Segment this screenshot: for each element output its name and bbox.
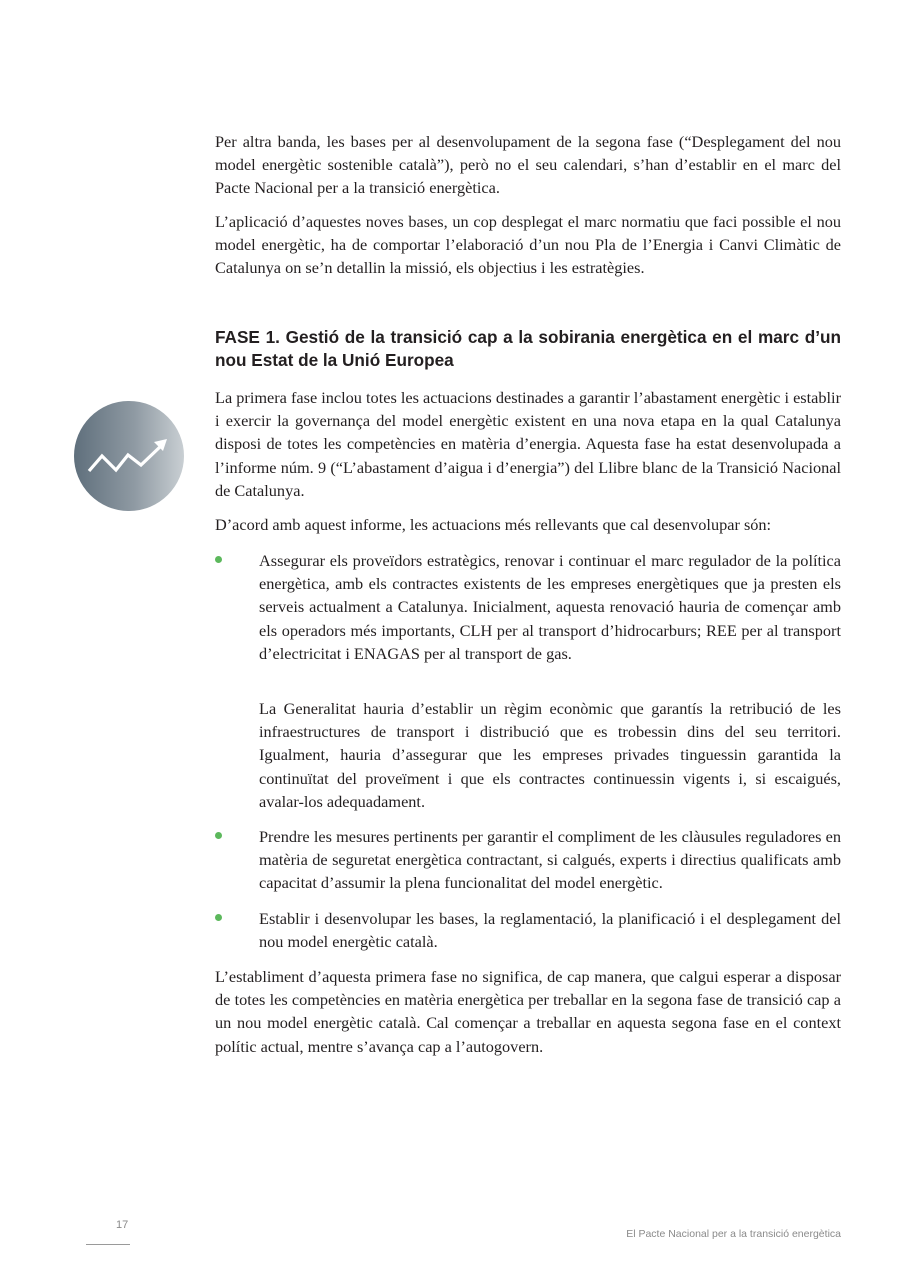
bullet-marker — [215, 556, 223, 564]
bullet-marker — [215, 914, 223, 922]
bullet-item-1-continuation: La Generalitat hauria d’establir un règim econòmic que garantís la retribució de les infraestructures de transport i distribució que es trobessin dins del seu territori. Igualment, hauria d’assegurar que les empreses privades tinguessin garantida la continuïtat del proveïment i que els contractes continuessin vigents i, si escaigués, avalar-los adequadament. — [259, 699, 841, 811]
section-paragraph-1: La primera fase inclou totes les actuacions destinades a garantir l’abastament energètic i establir i exercir la governança del model energètic existent en una nova etapa en la qual Catalunya disposi de totes les competències en matèria d’energia. Aquesta fase ha estat desenvolupada a l’informe núm. 9 (“L’abastament d’aigua i d’energia”) del Llibre blanc de la Transició Nacional de Catalunya. — [215, 388, 841, 500]
bullet-item-2: Prendre les mesures pertinents per garantir el compliment de les clàusules reguladores en matèria de seguretat energètica contractant, si calgués, experts i directius qualificats amb capacitat d’assumir la plena funcionalitat del model energètic. — [259, 827, 841, 893]
bullet-item-3: Establir i desenvolupar les bases, la reglamentació, la planificació i el desplegament del nou model energètic català. — [259, 909, 841, 952]
section-paragraph-2: D’acord amb aquest informe, les actuacions més rellevants que cal desenvolupar són: — [215, 515, 772, 534]
bullet-marker — [215, 832, 223, 840]
footer-title: El Pacte Nacional per a la transició energètica — [626, 1228, 841, 1240]
bullet-item-1: Assegurar els proveïdors estratègics, renovar i continuar el marc regulador de la política energètica, amb els contractes existents de les empreses energètiques que ja presten els serveis actualment a Catalunya. Inicialment, aquesta renovació hauria de començar amb els operadors més importants, CLH per al transport d’hidrocarburs; REE per al transport d’electricitat i ENAGAS per al transport de gas. — [259, 551, 841, 663]
intro-paragraph-2: L’aplicació d’aquestes noves bases, un cop desplegat el marc normatiu que faci possible el nou model energètic, ha de comportar l’elaboració d’un nou Pla de l’Energia i Canvi Climàtic de Catalunya on se’n detallin la missió, els objectius i les estratègies. — [215, 212, 841, 278]
page-number-rule — [86, 1244, 130, 1245]
section-heading: FASE 1. Gestió de la transició cap a la sobirania energètica en el marc d’un nou Estat de la Unió Europea — [215, 327, 841, 370]
page-number: 17 — [116, 1219, 129, 1231]
trend-up-arrow-icon — [74, 401, 184, 511]
closing-paragraph: L’establiment d’aquesta primera fase no significa, de cap manera, que calgui esperar a disposar de totes les competències en matèria energètica per treballar en la segona fase de transició cap a un nou model energètic català. Cal començar a treballar en aquesta segona fase en el context polític actual, mentre s’avança cap a l’autogovern. — [215, 967, 841, 1056]
intro-paragraph-1: Per altra banda, les bases per al desenvolupament de la segona fase (“Desplegament del nou model energètic sostenible català”), però no el seu calendari, s’han d’establir en el marc del Pacte Nacional per a la transició energètica. — [215, 132, 841, 198]
